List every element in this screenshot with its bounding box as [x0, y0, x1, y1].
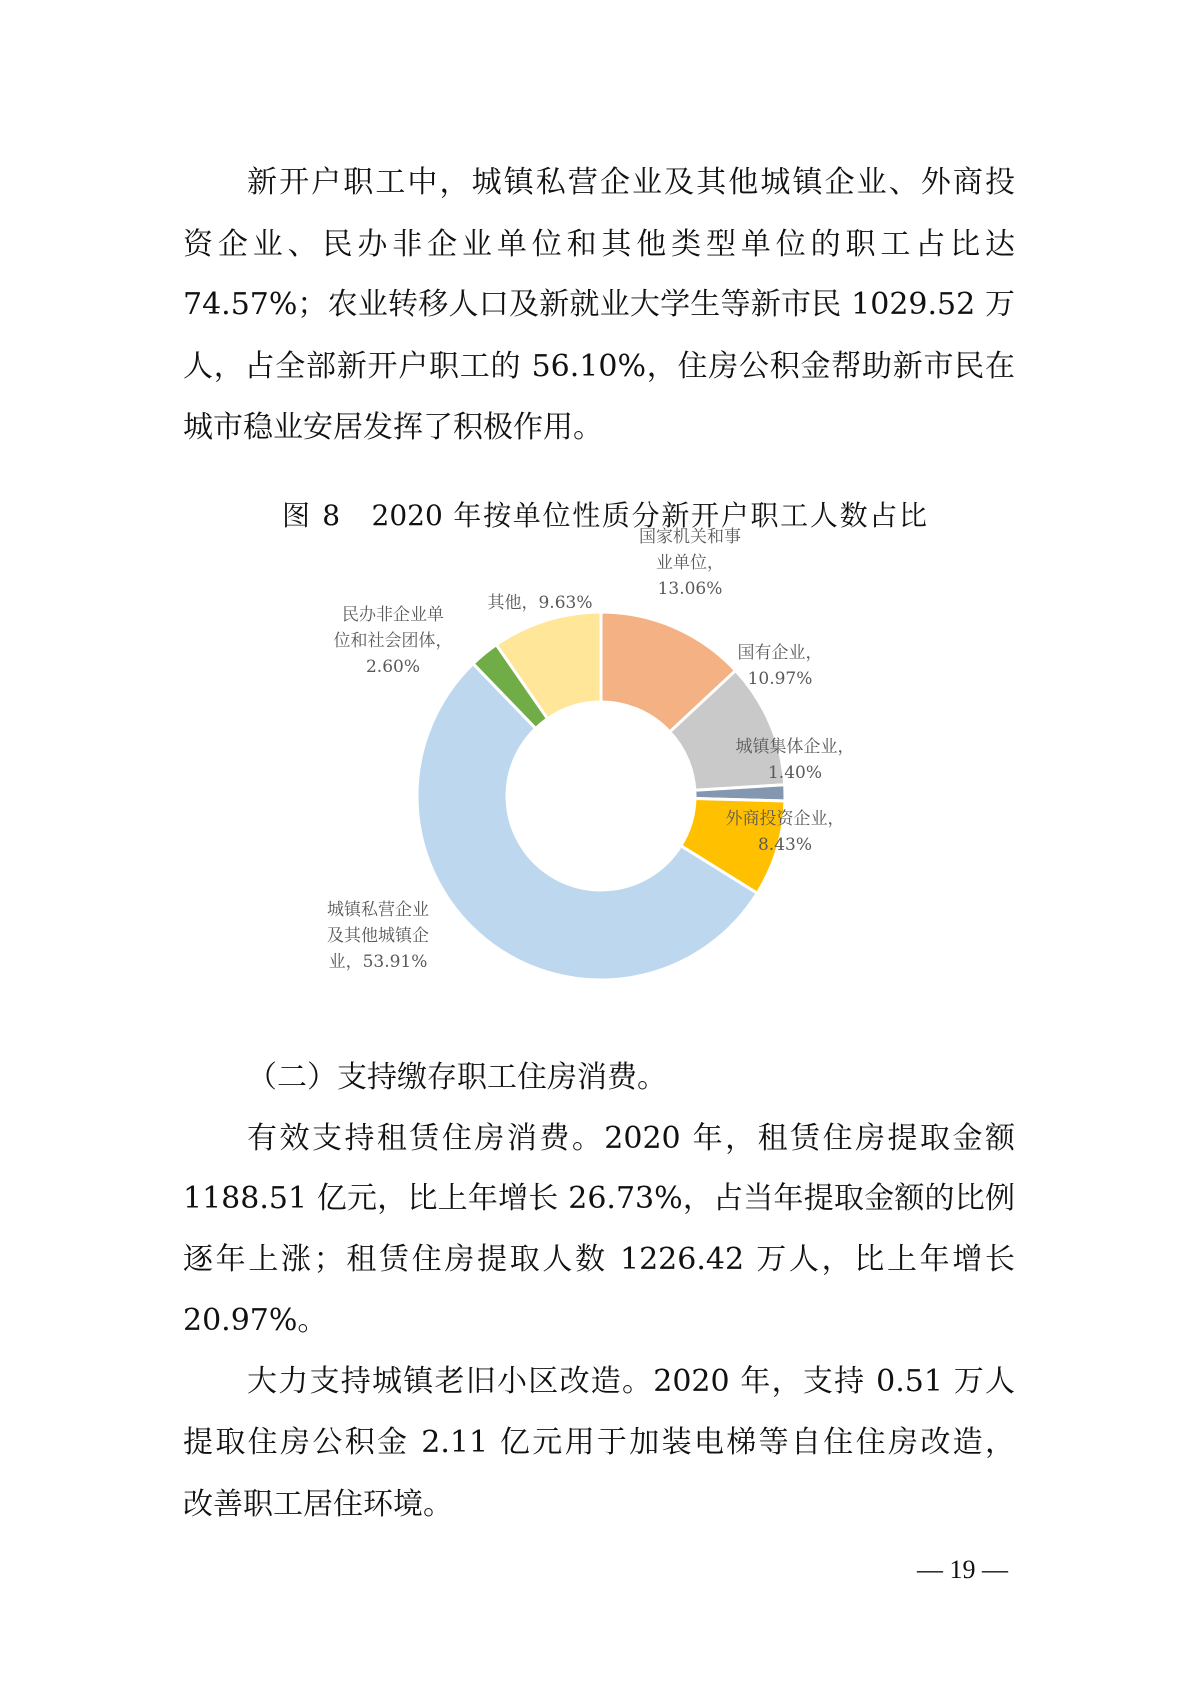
text-line: 新开户职工中，城镇私营企业及其他城镇企业、外商投	[247, 165, 1015, 200]
label-line: 外商投资企业，	[725, 809, 845, 829]
page-number: — 19 —	[917, 1555, 1008, 1584]
text-line: 逐年上涨；租赁住房提取人数 1226.42 万人，比上年增长	[183, 1242, 1015, 1277]
label-private-non-enterprise	[328, 602, 458, 680]
label-line: 城镇集体企业，	[735, 737, 855, 757]
label-urban-collective	[725, 734, 865, 786]
text-line: 改善职工居住环境。	[183, 1487, 453, 1522]
text-line: 人，占全部新开户职工的 56.10%，住房公积金帮助新市民在	[183, 349, 1015, 384]
label-state-owned	[720, 640, 840, 692]
label-foreign-invested	[715, 806, 855, 858]
text-line: 资企业、民办非企业单位和其他类型单位的职工占比达	[183, 227, 1015, 262]
text-line: 74.57%；农业转移人口及新就业大学生等新市民 1029.52 万	[183, 287, 1015, 322]
label-line: 1.40%	[767, 763, 822, 783]
text-line: 1188.51 亿元，比上年增长 26.73%，占当年提取金额的比例	[183, 1181, 1015, 1216]
text-line: 20.97%。	[183, 1303, 328, 1338]
label-private-urban	[318, 897, 438, 975]
doughnut-chart	[300, 527, 960, 1000]
label-line: 2.60%	[365, 657, 420, 677]
label-line: 国有企业，	[737, 643, 823, 663]
label-line: 民办非企业单	[342, 605, 444, 625]
label-line: 13.06%	[657, 579, 723, 599]
figure-caption: 图 8 2020 年按单位性质分新开户职工人数占比	[282, 499, 927, 532]
label-government-institutions	[615, 524, 765, 602]
text-line: 城市稳业安居发挥了积极作用。	[183, 410, 603, 445]
label-line: 及其他城镇企	[327, 926, 429, 946]
label-line: 10.97%	[747, 669, 813, 689]
label-line: 8.43%	[757, 835, 812, 855]
label-line: 业，53.91%	[328, 952, 428, 972]
label-line: 其他，9.63%	[487, 593, 593, 613]
label-line: 业单位，	[656, 553, 724, 573]
text-line: 有效支持租赁住房消费。2020 年，租赁住房提取金额	[247, 1121, 1015, 1156]
text-line: 大力支持城镇老旧小区改造。2020 年，支持 0.51 万人	[247, 1364, 1015, 1399]
label-line: 位和社会团体，	[333, 631, 453, 651]
section-heading: （二）支持缴存职工住房消费。	[247, 1060, 667, 1095]
label-other	[475, 590, 605, 616]
label-line: 城镇私营企业	[327, 900, 429, 920]
label-line: 国家机关和事	[639, 527, 741, 547]
text-line: 提取住房公积金 2.11 亿元用于加装电梯等自住住房改造，	[183, 1425, 1015, 1460]
